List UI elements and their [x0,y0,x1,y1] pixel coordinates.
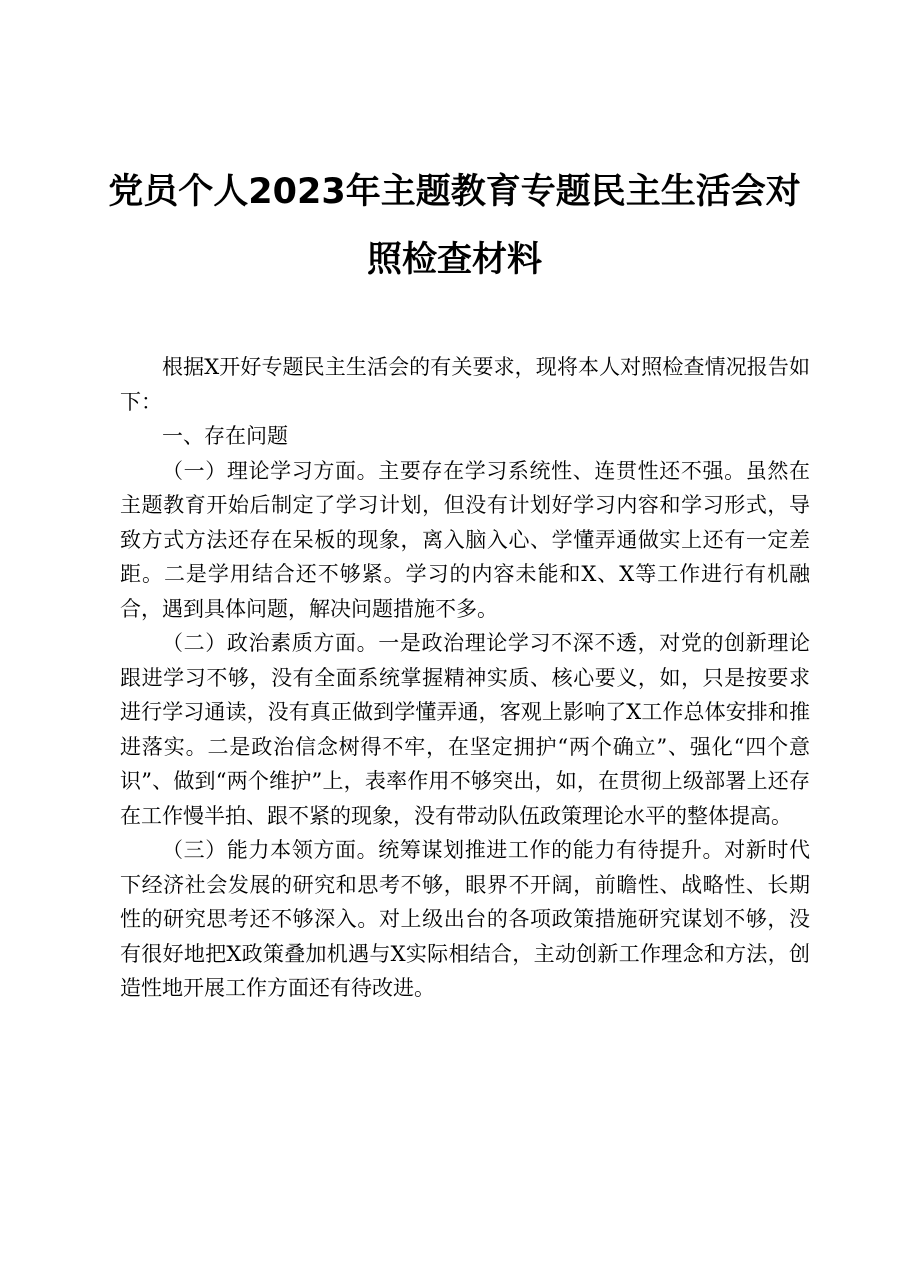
paragraph-political-quality: （二）政治素质方面。一是政治理论学习不深不透，对党的创新理论跟进学习不够，没有全面系统掌握精神实质、核心要义，如，只是按要求进行学习通读，没有真正做到学懂弄通，客观上影响了X工作总体安排和推进落实。二是政治信念树得不牢，在坚定拥护“两个确立”、强化“四个意识”、做到“两个维护”上，表率作用不够突出，如，在贯彻上级部署上还存在工作慢半拍、跟不紧的现象，没有带动队伍政策理论水平的整体提高。 [120,631,810,828]
document-body [120,350,810,1006]
paragraph-theory-study: （一）理论学习方面。主要存在学习系统性、连贯性还不强。虽然在主题教育开始后制定了学习计划，但没有计划好学习内容和学习形式，导致方式方法还存在呆板的现象，离入脑入心、学懂弄通做实上还有一定差距。二是学用结合还不够紧。学习的内容未能和X、X等工作进行有机融合，遇到具体问题，解决问题措施不多。 [120,458,810,621]
intro-paragraph: 根据X开好专题民主生活会的有关要求，现将本人对照检查情况报告如下： [120,355,810,414]
document-title-line-1: 党员个人2023年主题教育专题民主生活会对 [108,172,801,212]
document-title-line-2: 照检查材料 [366,240,542,280]
section-heading-problems: 一、存在问题 [162,424,288,448]
paragraph-ability: （三）能力本领方面。统筹谋划推进工作的能力有待提升。对新时代下经济社会发展的研究和思考不够，眼界不开阔，前瞻性、战略性、长期性的研究思考还不够深入。对上级出台的各项政策措施研究谋划不够，没有很好地把X政策叠加机遇与X实际相结合，主动创新工作理念和方法，创造性地开展工作方面还有待改进。 [120,838,810,1000]
